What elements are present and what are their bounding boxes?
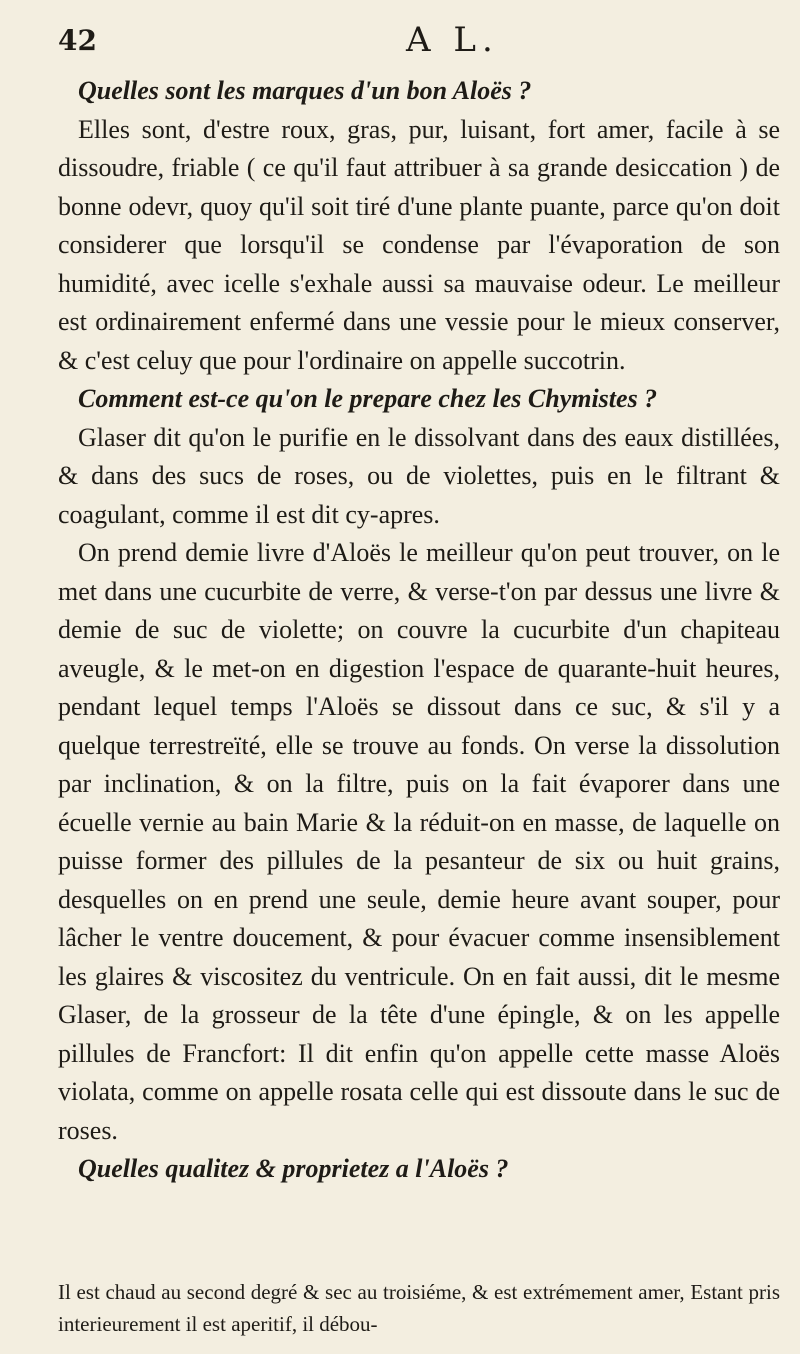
section-question: Quelles qualitez & proprietez a l'Aloës ?: [78, 1154, 509, 1183]
paragraph: Elles sont, d'estre roux, gras, pur, luisant, fort amer, facile à se dissoudre, friable ( ce qu'il faut attribuer à sa grande desiccation ) de bonne odevr, quoy qu'il soit tiré d'une plante puante, parce qu'on doit considerer que lorsqu'il se condense par l'évaporation de son humidité, avec icelle s'exhale aussi sa mauvaise odeur. Le meilleur est ordinairement enfermé dans une vessie pour le mieux conserver, & c'est celuy que pour l'ordinaire on appelle succotrin.: [58, 114, 780, 375]
page-number: 42: [58, 24, 97, 57]
running-head: A L.: [406, 20, 499, 60]
trailing-text: Il est chaud au second degré & sec au troisiéme, & est extrémement amer, Estant pris interieurement il est aperitif, il débou-: [58, 1280, 780, 1336]
page-header: [58, 20, 760, 68]
paragraph: Glaser dit qu'on le purifie en le dissolvant dans des eaux distillées, & dans des sucs de roses, ou de violettes, puis en le filtrant & coagulant, comme il est dit cy-apres.: [58, 422, 780, 529]
section-question: Quelles sont les marques d'un bon Aloës ?: [78, 76, 532, 105]
body-text: [58, 72, 780, 1189]
section-question: Comment est-ce qu'on le prepare chez les Chymistes ?: [78, 384, 658, 413]
paragraph: On prend demie livre d'Aloës le meilleur qu'on peut trouver, on le met dans une cucurbite de verre, & verse-t'on par dessus une livre & demie de suc de violette; on couvre la cucurbite d'un chapiteau aveugle, & le met-on en digestion l'espace de quarante-huit heures, pendant lequel temps l'Aloës se dissout dans ce suc, & s'il y a quelque terrestreïté, elle se trouve au fonds. On verse la dissolution par inclination, & on la filtre, puis on la fait évaporer dans une écuelle vernie au bain Marie & la réduit-on en masse, de laquelle on puisse former des pillules de la pesanteur de six ou huit grains, desquelles on en prend une seule, demie heure avant souper, pour lâcher le ventre doucement, & pour évacuer comme insensiblement les glaires & viscositez du ventricule. On en fait aussi, dit le mesme Glaser, de la grosseur de la tête d'une épingle, & on les appelle pillules de Francfort: Il dit enfin qu'on appelle cette masse Aloës violata, comme on appelle rosata celle qui est dissoute dans le suc de roses.: [58, 538, 780, 1145]
